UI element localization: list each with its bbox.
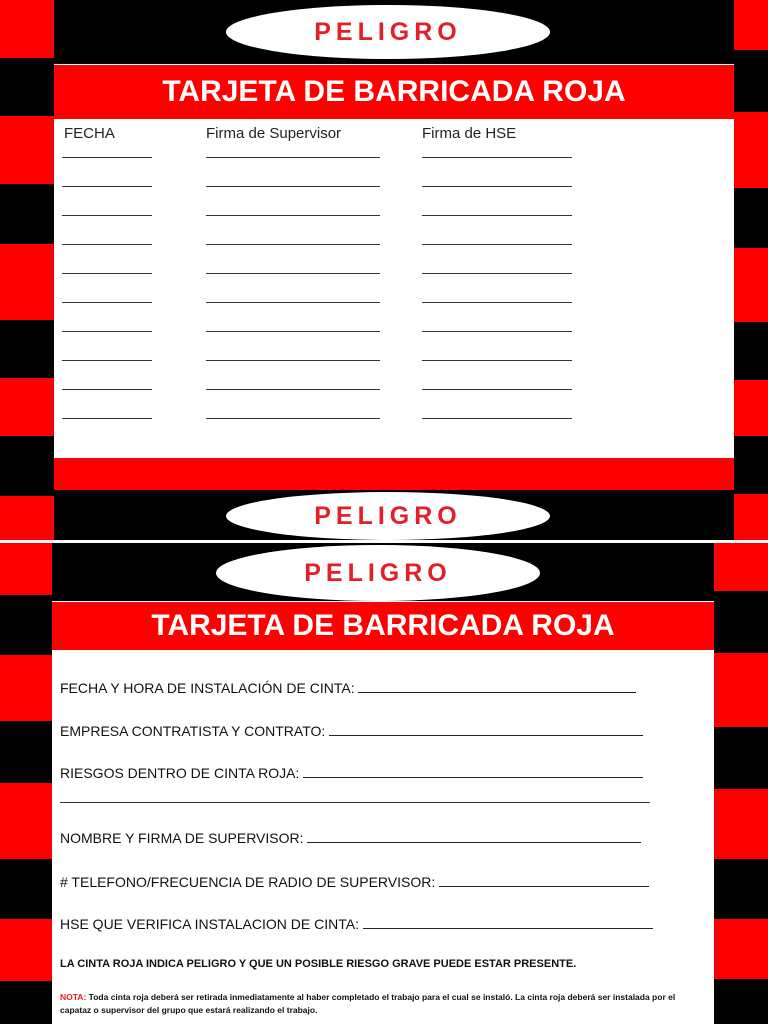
signature-line[interactable] — [206, 186, 380, 187]
bottom-card — [0, 543, 768, 1024]
signature-line[interactable] — [206, 215, 380, 216]
border-block — [0, 0, 54, 58]
form-row-supervisor — [60, 830, 641, 846]
border-block — [734, 494, 768, 540]
fill-line[interactable] — [329, 723, 643, 736]
border-block — [714, 543, 768, 591]
peligro-oval — [226, 492, 550, 540]
border-block — [0, 116, 54, 184]
red-footer-band — [54, 458, 734, 490]
peligro-label: PELIGRO — [314, 17, 462, 46]
border-block — [734, 50, 768, 112]
field-label: HSE QUE VERIFICA INSTALACION DE CINTA: — [60, 916, 359, 932]
fill-line[interactable] — [363, 916, 653, 929]
border-block — [0, 919, 52, 981]
border-block — [0, 320, 54, 378]
signature-line[interactable] — [206, 389, 380, 390]
field-label: EMPRESA CONTRATISTA Y CONTRATO: — [60, 723, 326, 739]
field-label: # TELEFONO/FRECUENCIA DE RADIO DE SUPERVISOR: — [60, 874, 436, 890]
signature-line[interactable] — [62, 360, 152, 361]
card-title: TARJETA DE BARRICADA ROJA — [151, 609, 615, 642]
title-banner — [54, 64, 734, 120]
signature-line[interactable] — [422, 215, 572, 216]
signature-line[interactable] — [62, 331, 152, 332]
signature-line[interactable] — [62, 418, 152, 419]
signature-panel — [54, 119, 734, 458]
border-block — [0, 58, 54, 116]
signature-line[interactable] — [422, 389, 572, 390]
fill-line[interactable] — [439, 874, 649, 887]
signature-line[interactable] — [206, 244, 380, 245]
signature-line[interactable] — [62, 157, 152, 158]
border-block — [734, 322, 768, 380]
border-block — [734, 380, 768, 436]
border-block — [0, 244, 54, 320]
signature-line[interactable] — [422, 244, 572, 245]
border-block — [0, 378, 54, 436]
field-label: FECHA Y HORA DE INSTALACIÓN DE CINTA: — [60, 680, 355, 696]
fill-line[interactable] — [358, 680, 636, 693]
column-header-fecha: FECHA — [64, 125, 115, 142]
border-block — [734, 0, 768, 50]
signature-line[interactable] — [206, 331, 380, 332]
form-row-telefono — [60, 874, 649, 890]
border-block — [714, 727, 768, 789]
border-block — [734, 188, 768, 248]
signature-line[interactable] — [62, 186, 152, 187]
peligro-oval — [216, 545, 540, 601]
peligro-label: PELIGRO — [314, 501, 462, 530]
border-block — [714, 653, 768, 727]
border-block — [0, 436, 54, 496]
border-block — [0, 859, 52, 919]
border-block — [0, 655, 52, 721]
border-block — [734, 248, 768, 322]
form-row-empresa — [60, 723, 643, 739]
border-block — [0, 496, 54, 540]
border-block — [714, 789, 768, 859]
note-text: Toda cinta roja deberá ser retirada inmediatamente al haber completado el trabajo para el cual se instaló. La cinta roja deberá ser instalada por el capataz o supervisor del grupo que estará realizando el trabajo. — [60, 992, 676, 1015]
signature-line[interactable] — [422, 302, 572, 303]
signature-line[interactable] — [206, 418, 380, 419]
border-block — [734, 436, 768, 494]
field-label: RIESGOS DENTRO DE CINTA ROJA: — [60, 765, 300, 781]
form-row-riesgos — [60, 765, 643, 781]
column-header-hse: Firma de HSE — [422, 125, 517, 142]
card-title: TARJETA DE BARRICADA ROJA — [162, 75, 626, 108]
signature-line[interactable] — [62, 389, 152, 390]
signature-line[interactable] — [422, 360, 572, 361]
signature-line[interactable] — [206, 273, 380, 274]
signature-line[interactable] — [206, 157, 380, 158]
signature-line[interactable] — [62, 215, 152, 216]
peligro-label: PELIGRO — [304, 558, 452, 587]
column-header-supervisor: Firma de Supervisor — [206, 125, 342, 142]
signature-line[interactable] — [62, 273, 152, 274]
border-block — [0, 783, 52, 859]
fill-line-extra[interactable] — [60, 802, 650, 803]
signature-line[interactable] — [422, 331, 572, 332]
warning-text: LA CINTA ROJA INDICA PELIGRO Y QUE UN POSIBLE RIESGO GRAVE PUEDE ESTAR PRESENTE. — [60, 958, 577, 970]
signature-line[interactable] — [206, 302, 380, 303]
border-block — [714, 859, 768, 919]
border-block — [714, 979, 768, 1024]
form-row-hse — [60, 916, 653, 932]
border-block — [0, 981, 52, 1024]
fill-line[interactable] — [303, 765, 643, 778]
signature-line[interactable] — [62, 302, 152, 303]
signature-line[interactable] — [422, 418, 572, 419]
field-label: NOMBRE Y FIRMA DE SUPERVISOR: — [60, 830, 304, 846]
border-block — [734, 112, 768, 188]
signature-line[interactable] — [422, 273, 572, 274]
note-label: NOTA: — [60, 992, 87, 1002]
border-block — [0, 184, 54, 244]
signature-line[interactable] — [62, 244, 152, 245]
peligro-oval — [226, 5, 550, 59]
installation-form — [52, 650, 714, 1024]
signature-line[interactable] — [422, 157, 572, 158]
border-block — [714, 919, 768, 979]
signature-line[interactable] — [422, 186, 572, 187]
fill-line[interactable] — [307, 830, 641, 843]
border-block — [0, 721, 52, 783]
form-row-fecha-hora — [60, 680, 636, 696]
border-block — [714, 591, 768, 653]
border-block — [0, 595, 52, 655]
signature-line[interactable] — [206, 360, 380, 361]
title-banner — [52, 601, 714, 651]
border-block — [0, 543, 52, 595]
note — [60, 991, 706, 1017]
